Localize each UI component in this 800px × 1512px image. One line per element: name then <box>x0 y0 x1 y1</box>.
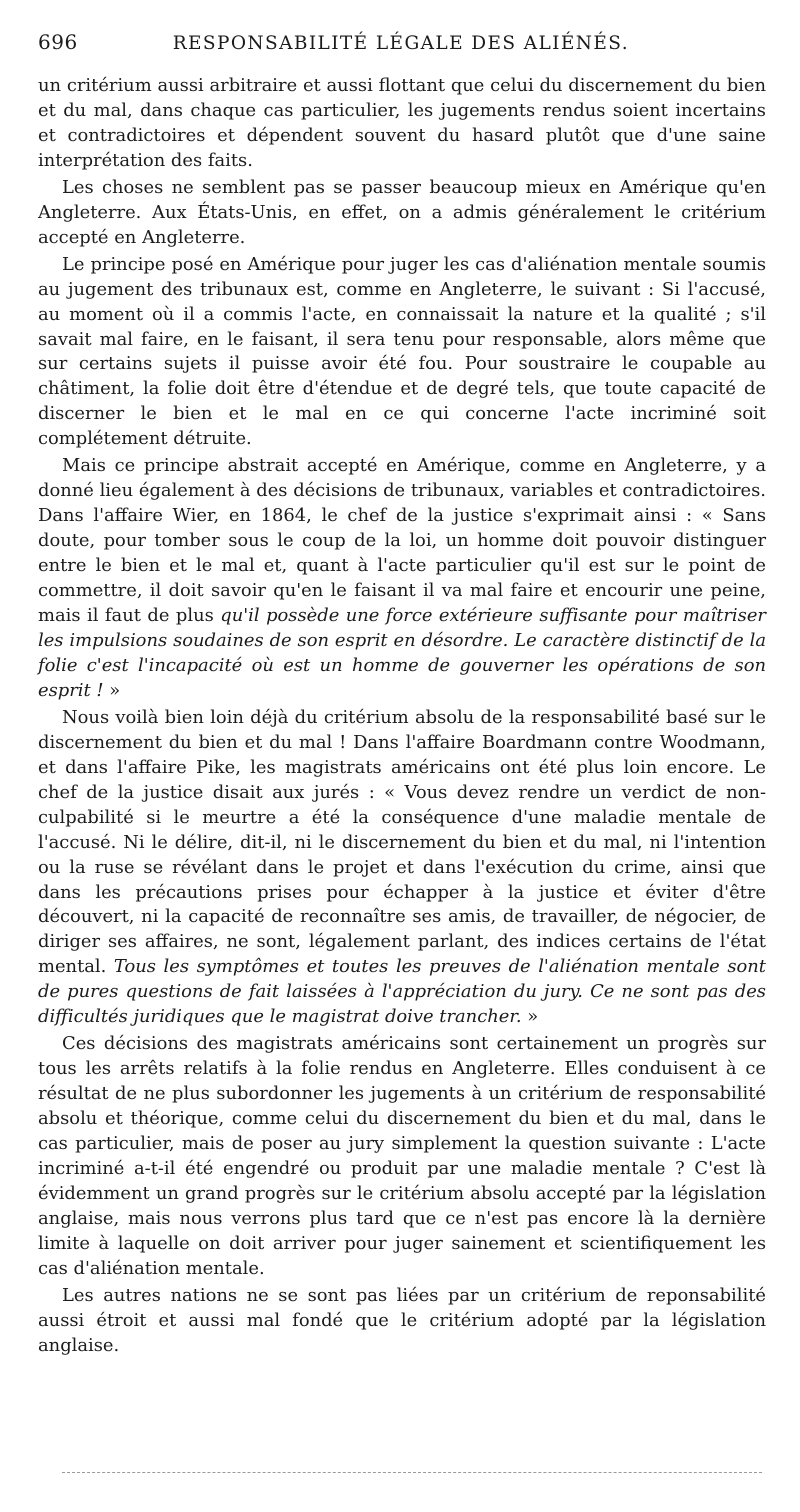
text-run: Mais ce principe abstrait accepté en Amérique, comme en Angleterre, y a donné lieu également à des décisions de tribunaux, variables et contradictoires. Dans l'affaire Wier, en 1864, le chef de la justice s'exprimait ainsi : « Sans doute, pour tomber sous le coup de la loi, un homme doit pouvoir distinguer entre le bien et le mal et, quant à l'acte particulier qu'il est sur le point de commettre, il doit savoir qu'en le faisant il va mal faire et encourir une peine, mais il faut de plus <box>38 455 766 627</box>
paragraph <box>38 253 766 453</box>
text-run: Les choses ne semblent pas se passer beaucoup mieux en Amérique qu'en Angleterre. Aux États-Unis, en effet, on a admis généralement le critérium accepté en Angleterre. <box>38 176 766 248</box>
paragraph <box>38 176 766 251</box>
paragraph <box>38 454 766 704</box>
running-head <box>38 30 764 60</box>
text-run: » <box>521 1006 539 1028</box>
paragraph <box>38 74 766 174</box>
text-run: un critérium aussi arbitraire et aussi flottant que celui du discernement du bien et du mal, dans chaque cas particulier, les jugements rendus soient incertains et contradictoires et dépendent souvent du hasard plutôt que d'une saine interprétation des faits. <box>38 75 766 171</box>
running-title: RESPONSABILITÉ LÉGALE DES ALIÉNÉS. <box>172 33 629 54</box>
body-text <box>38 74 766 1359</box>
paragraph <box>38 1032 766 1282</box>
footer-rule <box>62 1472 762 1473</box>
italic-text: qu'il possède une force extérieure suffisante pour maîtriser les impulsions soudaines de son esprit en désordre. Le caractère distinctif de la folie c'est l'incapacité où est un homme de gouverner les opérations de son esprit ! <box>38 605 766 701</box>
text-run: Nous voilà bien loin déjà du critérium absolu de la responsabilité basé sur le discernement du bien et du mal ! Dans l'affaire Boardmann contre Woodmann, et dans l'affaire Pike, les magistrats américains ont été plus loin encore. Le chef de la justice disait aux jurés : « Vous devez rendre un verdict de non-culpabilité si le meurtre a été la conséquence d'une maladie mentale de l'accusé. Ni le délire, dit-il, ni le discernement du bien et du mal, ni l'intention ou la ruse se révélant dans le projet et dans l'exécution du crime, ainsi que dans les précautions prises pour échapper à la justice et éviter d'être découvert, ni la capacité de reconnaître ses amis, de travailler, de négocier, de diriger ses affaires, ne sont, légalement parlant, des indices certains de l'état mental. <box>38 706 766 978</box>
italic-text: Tous les symptômes et toutes les preuves de l'aliénation mentale sont de pures questions de fait laissées à l'appréciation du jury. Ce ne sont pas des difficultés juridiques que le magistrat doive trancher. <box>38 956 766 1028</box>
text-run: Les autres nations ne se sont pas liées par un critérium de reponsabilité aussi étroit et aussi mal fondé que le critérium adopté par la législation anglaise. <box>38 1284 766 1356</box>
paragraph <box>38 1284 766 1359</box>
text-run: » <box>103 679 121 701</box>
text-run: Ces décisions des magistrats américains sont certainement un progrès sur tous les arrêts relatifs à la folie rendus en Angleterre. Elles conduisent à ce résultat de ne plus subordonner les jugements à un critérium de responsabilité absolu et théorique, comme celui du discernement du bien et du mal, dans le cas particulier, mais de poser au jury simplement la question suivante : L'acte incriminé a-t-il été engendré ou produit par une maladie mentale ? C'est là évidemment un grand progrès sur le critérium absolu accepté par la législation anglaise, mais nous verrons plus tard que ce n'est pas encore là la dernière limite à laquelle on doit arriver pour juger sainement et scientifiquement les cas d'aliénation mentale. <box>38 1033 766 1279</box>
paragraph <box>38 706 766 1030</box>
page-number: 696 <box>38 30 78 54</box>
text-run: Le principe posé en Amérique pour juger les cas d'aliénation mentale soumis au jugement des tribunaux est, comme en Angleterre, le suivant : Si l'accusé, au moment où il a commis l'acte, en connaissait la nature et la qualité ; s'il savait mal faire, en le faisant, il sera tenu pour responsable, alors même que sur certains sujets il puisse avoir été fou. Pour soustraire le coupable au châtiment, la folie doit être d'étendue et de degré tels, que toute capacité de discerner le bien et le mal en ce qui concerne l'acte incriminé soit complétement détruite. <box>38 253 766 450</box>
